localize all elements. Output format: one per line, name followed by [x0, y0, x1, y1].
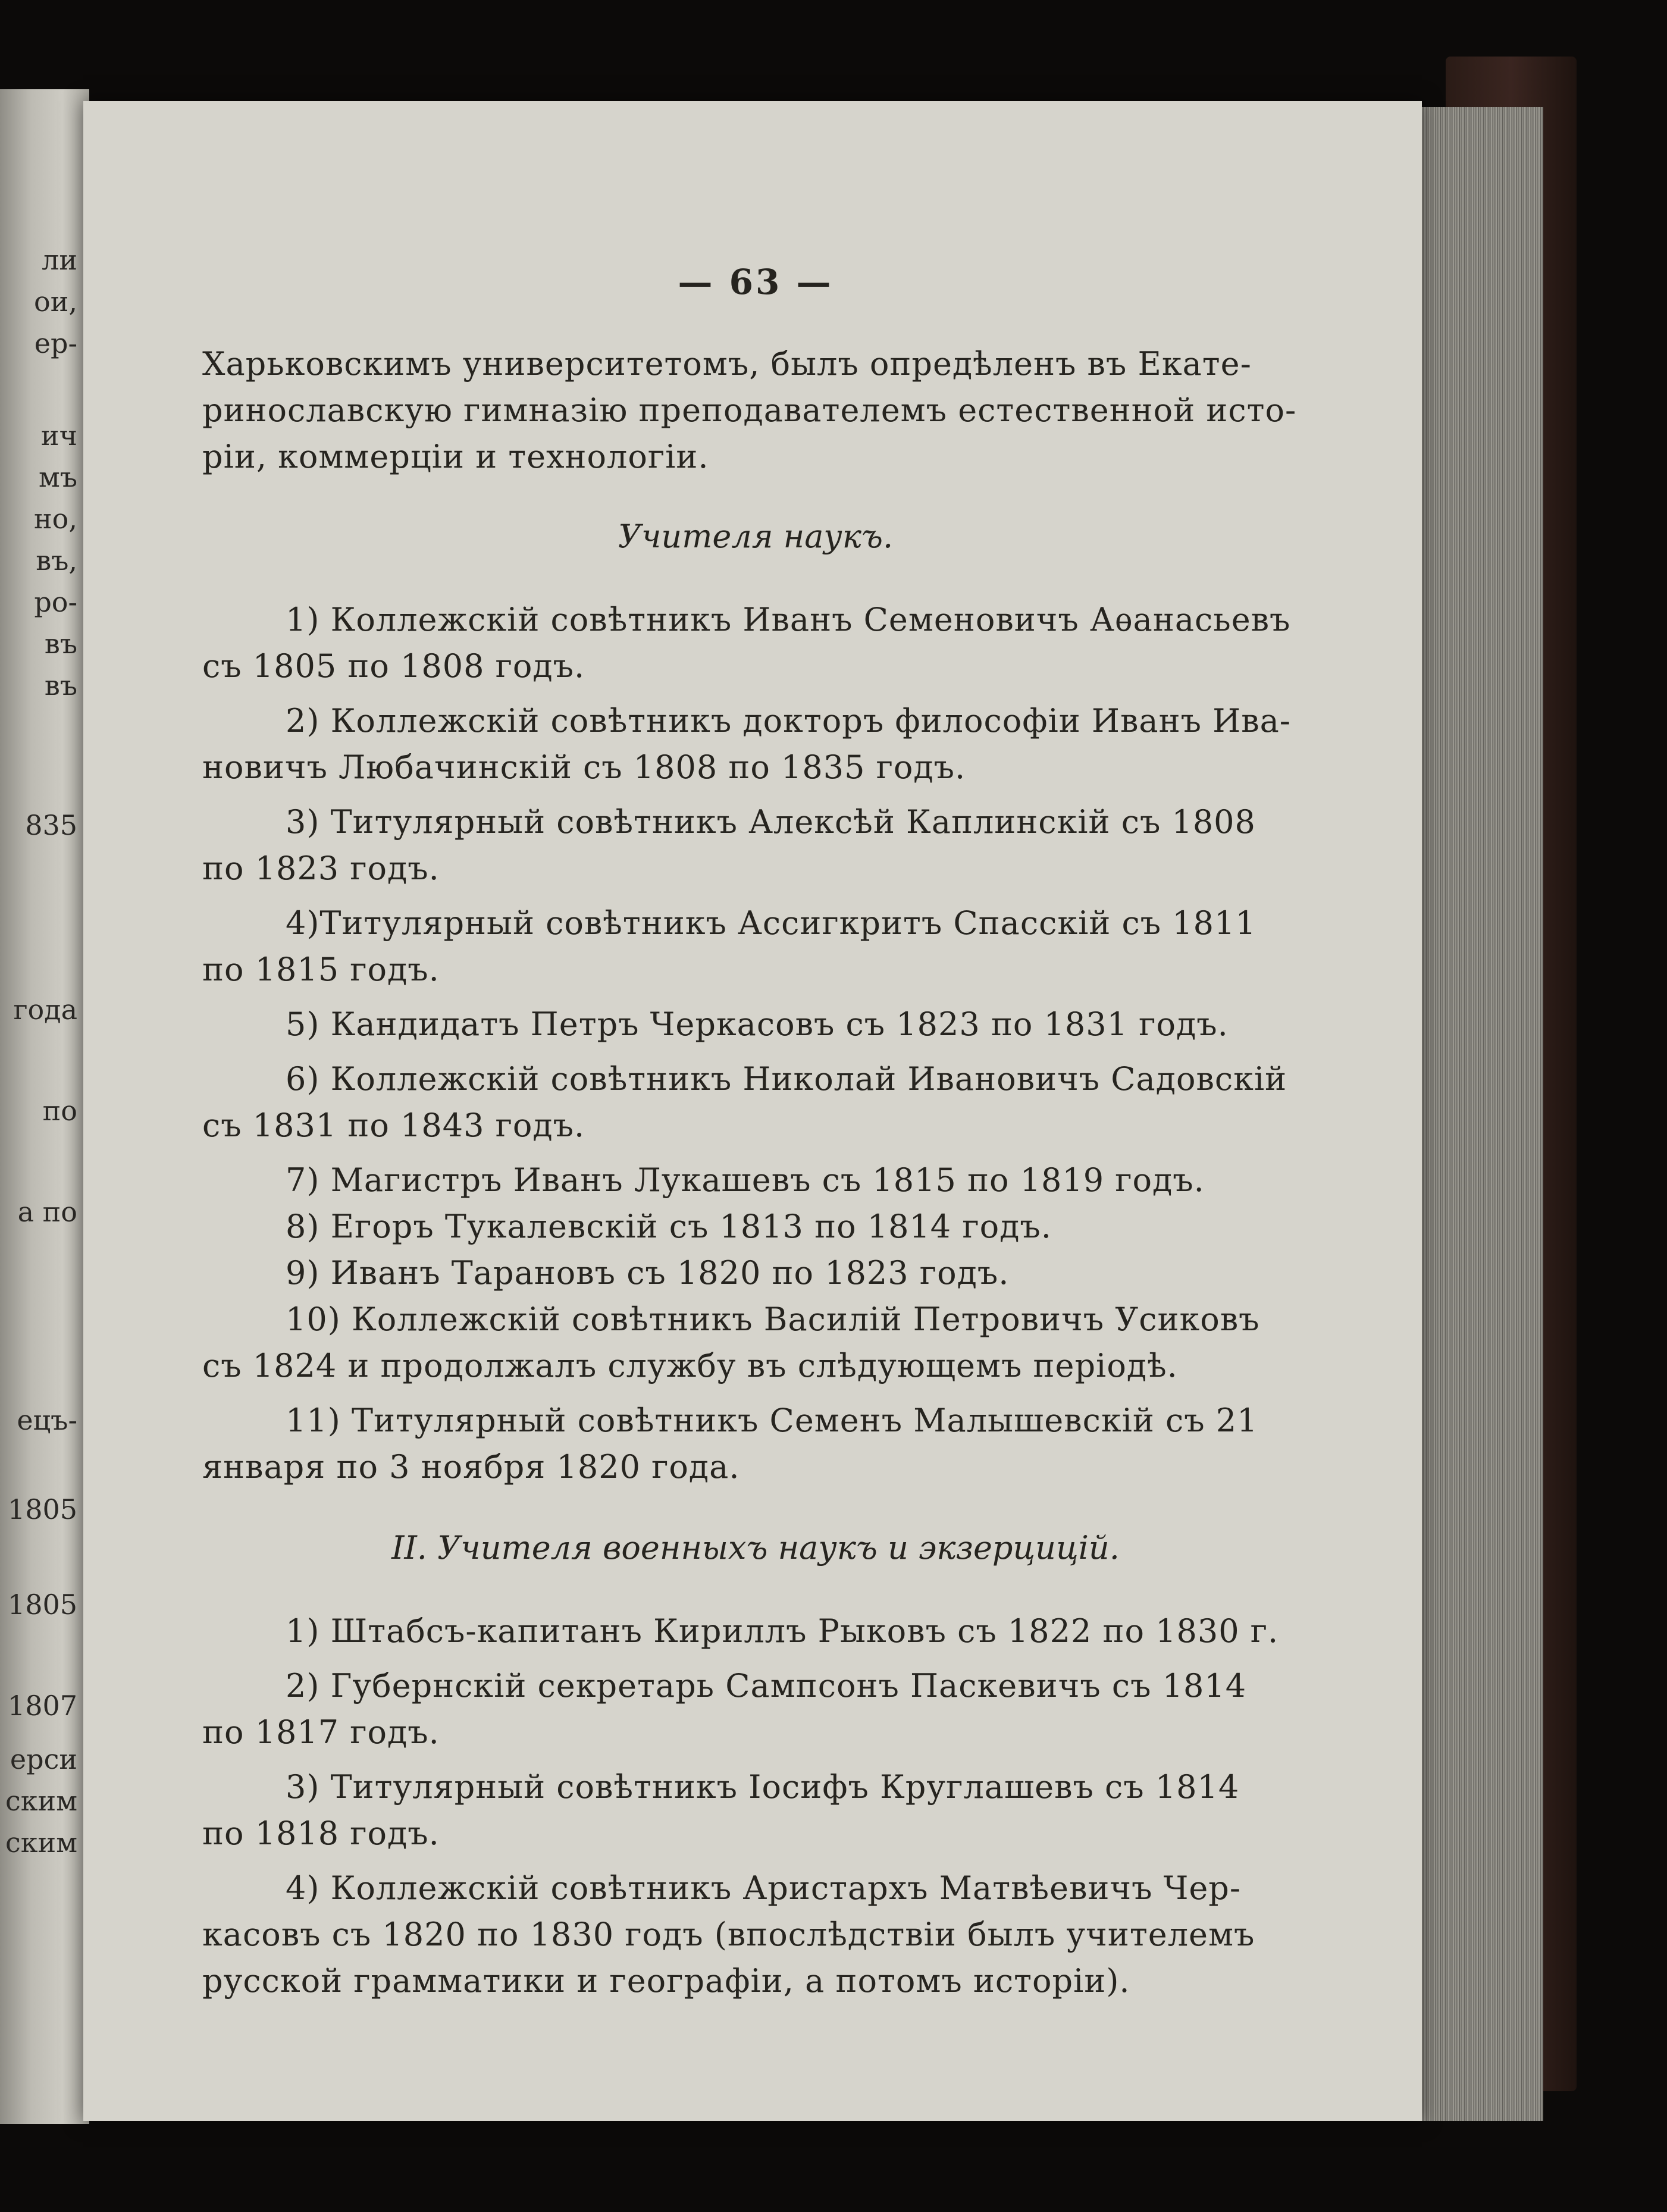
- list-item: 3) Титулярный совѣтникъ Алексѣй Каплинскій съ 1808: [286, 803, 1256, 841]
- previous-page-edge: [0, 89, 89, 2124]
- left-page-fragment: 1805: [7, 1588, 77, 1621]
- left-page-fragment: года: [13, 994, 77, 1026]
- left-page-fragment: 1805: [7, 1493, 77, 1525]
- left-page-fragment: по: [42, 1095, 77, 1127]
- list-item: 2) Коллежскій совѣтникъ докторъ философіи Иванъ Ива-: [286, 702, 1292, 740]
- left-page-fragment: ич: [40, 419, 77, 452]
- list-item: съ 1824 и продолжалъ службу въ слѣдующемъ періодѣ.: [202, 1347, 1178, 1384]
- left-page-fragment: ли: [42, 244, 77, 276]
- text-line: ріи, коммерціи и технологіи.: [202, 438, 709, 475]
- list-item: новичъ Любачинскій съ 1808 по 1835 годъ.: [202, 748, 966, 786]
- book-page: [83, 101, 1422, 2121]
- page-stack-edge: [1410, 107, 1543, 2121]
- list-item: 8) Егоръ Тукалевскій съ 1813 по 1814 годъ.: [286, 1208, 1052, 1245]
- list-item: 2) Губернскій секретарь Сампсонъ Паскевичъ съ 1814: [286, 1667, 1247, 1705]
- list-item: съ 1805 по 1808 годъ.: [202, 647, 585, 685]
- text-line: ринославскую гимназію преподавателемъ естественной исто-: [202, 391, 1297, 429]
- left-page-fragment: ским: [5, 1826, 77, 1859]
- list-item: 4) Коллежскій совѣтникъ Аристархъ Матвѣевичъ Чер-: [286, 1869, 1242, 1907]
- list-item: 7) Магистръ Иванъ Лукашевъ съ 1815 по 1819 годъ.: [286, 1161, 1205, 1199]
- left-page-fragment: ецъ-: [17, 1404, 77, 1436]
- list-item: 6) Коллежскій совѣтникъ Николай Ивановичъ Садовскій: [286, 1060, 1287, 1098]
- left-page-fragment: ерси: [10, 1743, 77, 1775]
- list-item: января по 3 ноября 1820 года.: [202, 1448, 740, 1486]
- list-item: 9) Иванъ Тарановъ съ 1820 по 1823 годъ.: [286, 1254, 1010, 1292]
- list-item: по 1823 годъ.: [202, 850, 440, 887]
- list-item: 1) Штабсъ-капитанъ Кириллъ Рыковъ съ 1822 по 1830 г.: [286, 1612, 1279, 1650]
- left-page-fragment: 835: [25, 809, 77, 841]
- left-page-fragment: ер-: [34, 327, 77, 359]
- left-page-fragment: ои,: [34, 286, 77, 318]
- list-item: касовъ съ 1820 по 1830 годъ (впослѣдствіи былъ учителемъ: [202, 1916, 1255, 1953]
- list-item: по 1815 годъ.: [202, 951, 440, 988]
- left-page-fragment: но,: [34, 503, 77, 535]
- left-page-fragment: 1807: [7, 1690, 77, 1722]
- list-item: русской грамматики и географіи, а потомъ исторіи).: [202, 1962, 1130, 2000]
- list-item: 3) Титулярный совѣтникъ Іосифъ Круглашевъ съ 1814: [286, 1768, 1240, 1806]
- left-page-fragment: въ: [44, 669, 77, 701]
- list-item: 10) Коллежскій совѣтникъ Василій Петровичъ Усиковъ: [286, 1301, 1260, 1338]
- list-item: по 1817 годъ.: [202, 1713, 440, 1751]
- section-heading: II. Учителя военныхъ наукъ и экзерцицій.: [391, 1529, 1120, 1566]
- list-item: съ 1831 по 1843 годъ.: [202, 1107, 585, 1144]
- list-item: по 1818 годъ.: [202, 1815, 440, 1852]
- left-page-fragment: въ,: [36, 544, 77, 577]
- text-line: Харьковскимъ университетомъ, былъ опредѣленъ въ Екате-: [202, 345, 1252, 383]
- section-heading: Учителя наукъ.: [618, 518, 894, 555]
- list-item: 4)Титулярный совѣтникъ Ассигкритъ Спасскій съ 1811: [286, 904, 1256, 942]
- left-page-fragment: ро-: [34, 586, 77, 618]
- left-page-fragment: а по: [17, 1196, 77, 1228]
- left-page-fragment: мъ: [38, 461, 77, 493]
- page-number: — 63 —: [678, 262, 834, 302]
- left-page-fragment: ским: [5, 1785, 77, 1817]
- list-item: 11) Титулярный совѣтникъ Семенъ Малышевскій съ 21: [286, 1402, 1258, 1439]
- left-page-fragment: въ: [44, 628, 77, 660]
- list-item: 5) Кандидатъ Петръ Черкасовъ съ 1823 по 1831 годъ.: [286, 1005, 1229, 1043]
- list-item: 1) Коллежскій совѣтникъ Иванъ Семеновичъ Аѳанасьевъ: [286, 601, 1291, 638]
